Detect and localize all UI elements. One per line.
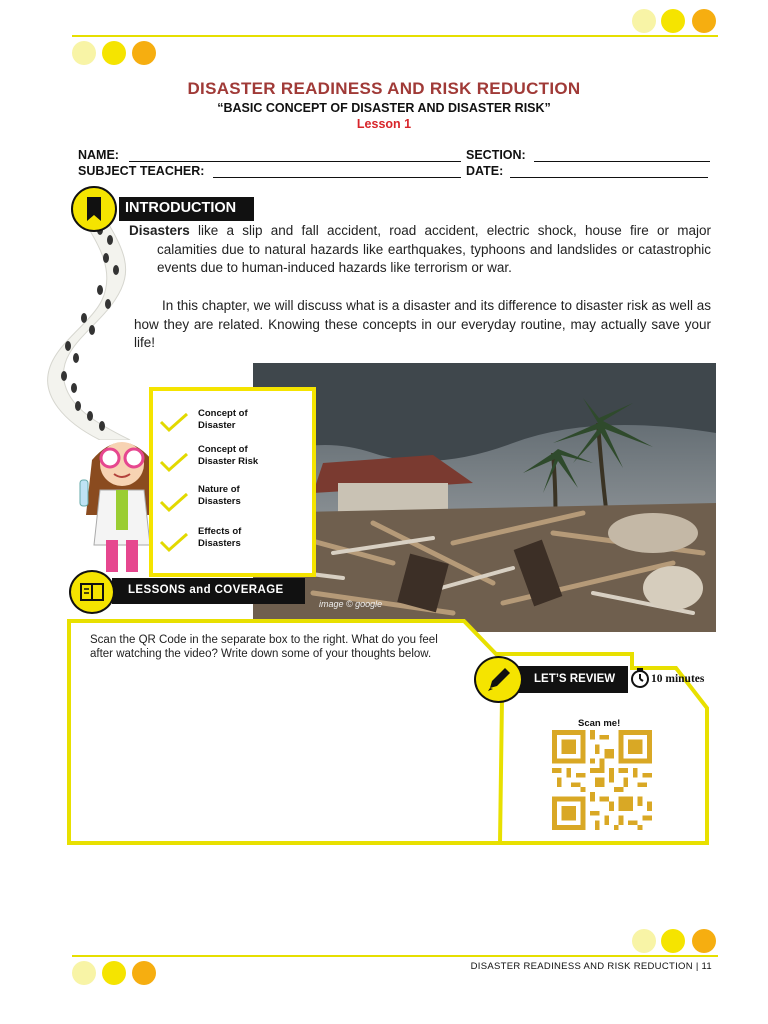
intro-paragraph-1-text: like a slip and fall accident, road accident, electric shock, house fire or major calamities due to natural hazards like earthquakes, typhoons and landslides or catastrophic events due to human-induced hazards like terrorism or war. [157, 223, 711, 275]
decor-dot [661, 929, 685, 953]
decor-dot [692, 9, 716, 33]
decor-dot [132, 961, 156, 985]
stopwatch-icon [630, 667, 650, 689]
review-prompt: Scan the QR Code in the separate box to the right. What do you feel after watching the video? Write down some of your thoughts below. [90, 634, 438, 660]
intro-lead-word: Disasters [129, 223, 190, 238]
footer-rule [72, 955, 718, 957]
date-label: DATE: [466, 164, 504, 178]
section-field[interactable] [534, 161, 710, 162]
review-banner-label: LET’S REVIEW [534, 673, 616, 685]
decor-dot [632, 929, 656, 953]
coverage-banner [112, 578, 305, 604]
checkmark-icon [161, 454, 187, 470]
review-badge [474, 656, 523, 703]
checkmark-icon [161, 534, 187, 550]
decor-dot [661, 9, 685, 33]
section-label: SECTION: [466, 148, 526, 162]
coverage-item: Effects of Disasters [198, 526, 242, 549]
introduction-badge [71, 186, 117, 232]
decor-dot [632, 9, 656, 33]
pencil-icon [476, 658, 521, 701]
photo-credit: image © google [319, 599, 383, 609]
name-field[interactable] [129, 161, 461, 162]
coverage-checkmarks [155, 408, 195, 558]
decor-dot [72, 41, 96, 65]
document-subtitle: “BASIC CONCEPT OF DISASTER AND DISASTER RISK” [217, 101, 551, 115]
coverage-item: Nature of Disasters [198, 484, 241, 507]
bookmark-icon [73, 188, 115, 230]
review-banner [518, 666, 628, 693]
decor-dot [102, 41, 126, 65]
header-rule [72, 35, 718, 37]
coverage-banner-label: LESSONS and COVERAGE [128, 584, 284, 596]
introduction-banner [119, 197, 254, 221]
coverage-item: Concept of Disaster [198, 408, 248, 431]
document-title: DISASTER READINESS AND RISK REDUCTION [187, 79, 581, 98]
lesson-label: Lesson 1 [356, 117, 412, 131]
intro-paragraph-1 [129, 222, 711, 278]
decor-dot [72, 961, 96, 985]
name-label: NAME: [78, 148, 119, 162]
teacher-field[interactable] [213, 177, 461, 178]
introduction-label: INTRODUCTION [125, 200, 237, 216]
qr-code[interactable] [545, 730, 659, 830]
scan-label: Scan me! [578, 718, 621, 729]
coverage-badge [69, 570, 115, 614]
decor-dot [132, 41, 156, 65]
decor-dot [692, 929, 716, 953]
teacher-label: SUBJECT TEACHER: [78, 164, 205, 178]
checkmark-icon [161, 414, 187, 430]
coverage-item: Concept of Disaster Risk [198, 444, 259, 467]
disaster-photo [253, 363, 716, 632]
footer-text: DISASTER READINESS AND RISK REDUCTION | 11 [470, 961, 712, 972]
decor-dot [102, 961, 126, 985]
book-icon [71, 572, 113, 612]
review-time: 10 minutes [651, 673, 705, 685]
checkmark-icon [161, 494, 187, 510]
intro-paragraph-2: In this chapter, we will discuss what is a disaster and its difference to disaster risk as well as how they are related. Knowing these concepts in our everyday routine, may actually save your life! [134, 298, 711, 350]
date-field[interactable] [510, 177, 708, 178]
